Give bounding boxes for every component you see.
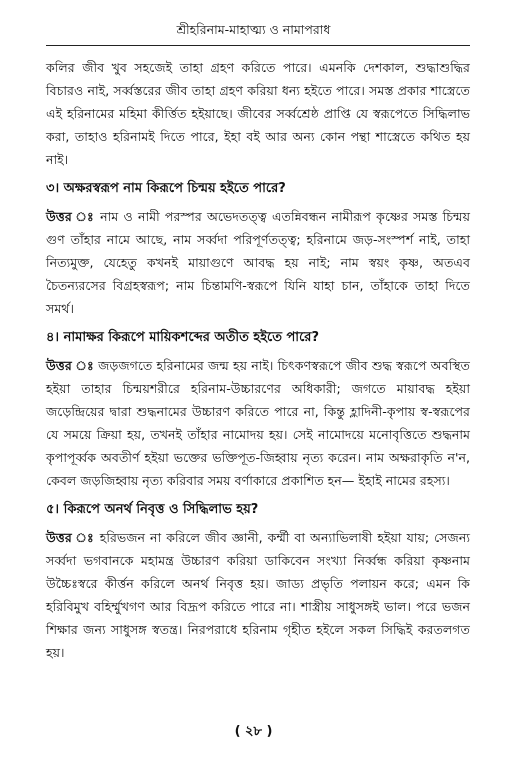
answer-4-text: জড়জগতে হরিনামের জন্ম হয় নাই। চিৎকণস্বরূপে জীব শুদ্ধ স্বরূপে অবস্থিত হইয়া তাহার চিন্ময়শরীরে হরিনাম-উচ্চারণের অধিকারী; জগতে মায়াবদ্ধ হইয়া জড়েন্দ্রিয়ের দ্বারা শুদ্ধনামের উচ্চারণ করিতে পারে না, কিন্তু হ্লাদিনী-কৃপায় স্ব-স্বরূপের যে সময়ে ক্রিয়া হয়, তখনই তাঁহার নামোদয় হয়। সেই নামোদয়ে মনোবৃত্তিতে শুদ্ধনাম কৃপাপূর্ব্বক অবতীর্ণ হইয়া ভক্তের ভক্তিপূত-জিহ্বায় নৃত্য করেন। নাম অক্ষরাকৃতি ন'ন, কেবল জড়জিহ্বায় নৃত্য করিবার সময় বর্ণাকারে প্রকাশিত হন— ইহাই নামের রহস্য।	[46, 358, 470, 488]
intro-paragraph: কলির জীব খুব সহজেই তাহা গ্রহণ করিতে পারে। এমনকি দেশকাল, শুদ্ধাশুদ্ধির বিচারও নাই, সর্ব্বস্তরের জীব তাহা গ্রহণ করিয়া ধন্য হইতে পারে। সমস্ত প্রকার শাস্ত্রেতে এই হরিনামের মহিমা কীর্ত্তিত হইয়াছে। জীবের সর্ব্বশ্রেষ্ঠ প্রাপ্তি যে স্বরূপেতে সিদ্ধিলাভ করা, তাহাও হরিনামই দিতে পারে, ইহা বই আর অন্য কোন পন্থা শাস্ত্রেতে কথিত হয় নাই।	[46, 60, 470, 167]
question-4-heading: ৪। নামাক্ষর কিরূপে মায়িকশব্দের অতীত হইতে পারে?	[46, 330, 319, 345]
answer-label: উত্তর ঃ	[46, 358, 94, 373]
answer-3-paragraph	[46, 205, 470, 320]
answer-5-text: হরিভজন না করিলে জীব জ্ঞানী, কর্ম্মী বা অন্যাভিলাষী হইয়া যায়; সেজন্য সর্ব্বদা ভগবানকে মহামন্ত্র উচ্চারণ করিয়া ডাকিবেন সংখ্যা নির্ব্বন্ধ করিয়া কৃষ্ণনাম উচ্চৈঃস্বরে কীর্ত্তন করিলে অনর্থ নিবৃত্ত হয়। জাড্য প্রভৃতি পলায়ন করে; এমন কি হরিবিমুখ বহির্ম্মুখগণ আর বিদ্রূপ করিতে পারে না। শাস্ত্রীয় সাধুসঙ্গই ভাল। পরে ভজন শিক্ষার জন্য সাধুসঙ্গ স্বতন্ত্র। নিরপরাধে হরিনাম গৃহীত হইলে সকল সিদ্ধিই করতলগত হয়।	[46, 530, 470, 660]
running-header: শ্রীহরিনাম-মাহাত্ম্য ও নামাপরাধ	[176, 22, 331, 37]
answer-5-paragraph	[46, 526, 470, 664]
question-5-heading: ৫। কিরূপে অনর্থ নিবৃত্ত ও সিদ্ধিলাভ হয়?	[46, 502, 259, 517]
answer-label: উত্তর ঃ	[46, 209, 95, 224]
page-number: ( ২৮ )	[234, 724, 273, 739]
answer-label: উত্তর ঃ	[46, 530, 95, 545]
question-3-heading: ৩। অক্ষরস্বরূপ নাম কিরূপে চিন্ময় হইতে পারে?	[46, 181, 286, 196]
header-rule	[46, 45, 470, 46]
answer-3-text: নাম ও নামী পরস্পর অভেদতত্ত্ব এতন্নিবন্ধন নামীরূপ কৃষ্ণের সমস্ত চিন্ময় গুণ তাঁহার নামে আছে, নাম সর্ব্বদা পরিপূর্ণতত্ত্ব; হরিনামে জড়-সংস্পর্শ নাই, তাহা নিত্যমুক্ত, যেহেতু কখনই মায়াগুণে আবদ্ধ হয় নাই; নাম স্বয়ং কৃষ্ণ, অতএব চৈতন্যরসের বিগ্রহস্বরূপ; নাম চিন্তামণি-স্বরূপে যিনি যাহা চান, তাঁহাকে তাহা দিতে সমর্থ।	[46, 209, 470, 316]
page-body	[46, 56, 470, 664]
answer-4-paragraph	[46, 354, 470, 492]
